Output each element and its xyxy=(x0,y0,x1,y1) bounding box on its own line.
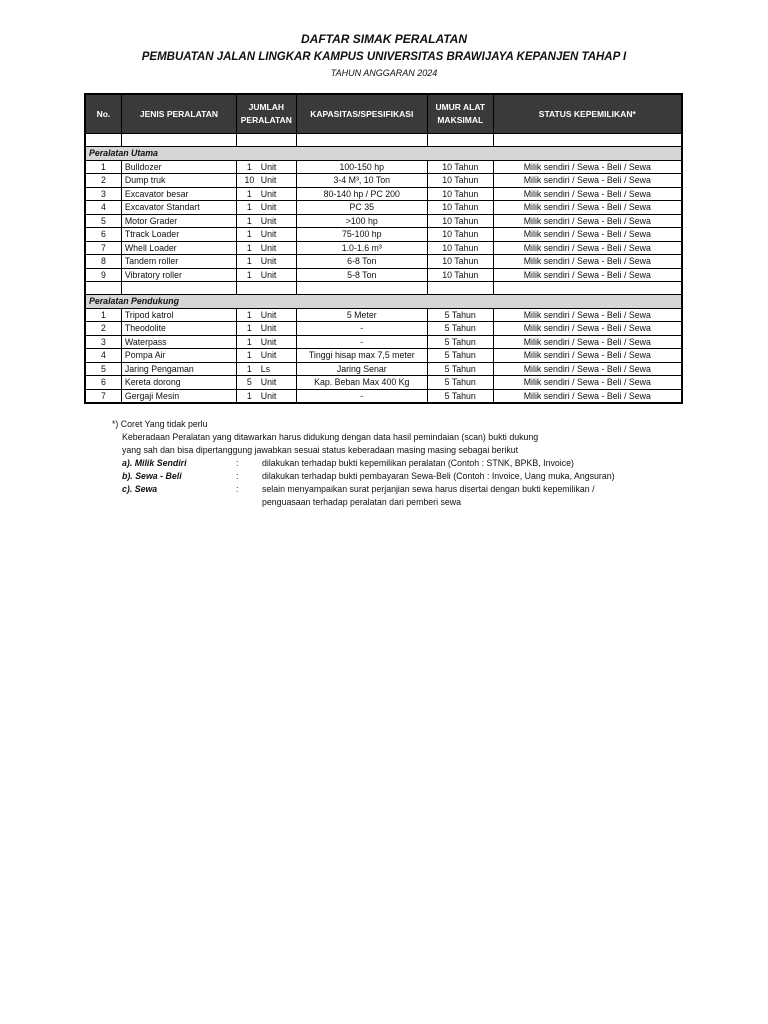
table-row xyxy=(85,174,682,188)
document-subtitle: PEMBUATAN JALAN LINGKAR KAMPUS UNIVERSITAS BRAWIJAYA KEPANJEN TAHAP I xyxy=(141,51,627,63)
equipment-max-age: 10 Tahun xyxy=(427,255,493,269)
equipment-name: Theodolite xyxy=(121,322,236,336)
quantity-unit: Unit xyxy=(259,241,296,255)
equipment-quantity: 1 xyxy=(237,268,259,282)
equipment-name: Pompa Air xyxy=(121,349,236,363)
quantity-unit: Unit xyxy=(259,228,296,242)
equipment-max-age: 5 Tahun xyxy=(427,376,493,390)
row-number: 4 xyxy=(85,201,121,215)
equipment-quantity: 1 xyxy=(237,349,259,363)
equipment-table xyxy=(84,93,683,404)
equipment-spec: 5-8 Ton xyxy=(296,268,427,282)
note-item-label: a). Milik Sendiri xyxy=(122,458,187,468)
quantity-unit: Unit xyxy=(259,187,296,201)
equipment-spec: - xyxy=(296,322,427,336)
row-number: 8 xyxy=(85,255,121,269)
ownership-status: Milik sendiri / Sewa - Beli / Sewa xyxy=(493,376,682,390)
quantity-unit: Ls xyxy=(259,362,296,376)
equipment-max-age: 5 Tahun xyxy=(427,389,493,403)
equipment-max-age: 5 Tahun xyxy=(427,335,493,349)
blank-cell xyxy=(493,134,682,147)
blank-cell xyxy=(237,282,297,295)
quantity-unit: Unit xyxy=(259,389,296,403)
equipment-name: Jaring Pengaman xyxy=(121,362,236,376)
section-title: Peralatan Utama xyxy=(85,147,682,161)
row-number: 1 xyxy=(85,160,121,174)
equipment-spec: Jaring Senar xyxy=(296,362,427,376)
table-body xyxy=(85,134,682,404)
ownership-status: Milik sendiri / Sewa - Beli / Sewa xyxy=(493,349,682,363)
equipment-max-age: 10 Tahun xyxy=(427,268,493,282)
equipment-name: Kereta dorong xyxy=(121,376,236,390)
equipment-spec: 6-8 Ton xyxy=(296,255,427,269)
blank-cell xyxy=(237,134,297,147)
equipment-name: Gergaji Mesin xyxy=(121,389,236,403)
equipment-name: Waterpass xyxy=(121,335,236,349)
table-row xyxy=(85,255,682,269)
equipment-spec: 100-150 hp xyxy=(296,160,427,174)
equipment-name: Dump truk xyxy=(121,174,236,188)
equipment-max-age: 10 Tahun xyxy=(427,228,493,242)
quantity-unit: Unit xyxy=(259,349,296,363)
blank-cell xyxy=(85,282,121,295)
note-item-c-continued xyxy=(112,496,615,509)
note-item-text: penguasaan terhadap peralatan dari pemberi sewa xyxy=(262,497,462,507)
row-number: 7 xyxy=(85,389,121,403)
section-row xyxy=(85,295,682,309)
equipment-spec: Tinggi hisap max 7,5 meter xyxy=(296,349,427,363)
blank-cell xyxy=(296,282,427,295)
quantity-unit: Unit xyxy=(259,174,296,188)
ownership-status: Milik sendiri / Sewa - Beli / Sewa xyxy=(493,241,682,255)
note-colon: : xyxy=(236,471,239,481)
row-number: 6 xyxy=(85,376,121,390)
equipment-name: Ttrack Loader xyxy=(121,228,236,242)
equipment-quantity: 10 xyxy=(237,174,259,188)
equipment-max-age: 5 Tahun xyxy=(427,362,493,376)
ownership-status: Milik sendiri / Sewa - Beli / Sewa xyxy=(493,187,682,201)
row-number: 9 xyxy=(85,268,121,282)
ownership-status: Milik sendiri / Sewa - Beli / Sewa xyxy=(493,174,682,188)
note-star: *) Coret Yang tidak perlu xyxy=(112,419,208,429)
ownership-status: Milik sendiri / Sewa - Beli / Sewa xyxy=(493,335,682,349)
row-number: 3 xyxy=(85,335,121,349)
equipment-name: Bulldozer xyxy=(121,160,236,174)
equipment-spec: 75-100 hp xyxy=(296,228,427,242)
table-row xyxy=(85,362,682,376)
note-item-label: c). Sewa xyxy=(122,484,158,494)
equipment-name: Motor Grader xyxy=(121,214,236,228)
quantity-unit: Unit xyxy=(259,255,296,269)
equipment-name: Whell Loader xyxy=(121,241,236,255)
equipment-quantity: 1 xyxy=(237,241,259,255)
table-row xyxy=(85,335,682,349)
equipment-spec: PC 35 xyxy=(296,201,427,215)
equipment-spec: >100 hp xyxy=(296,214,427,228)
row-number: 3 xyxy=(85,187,121,201)
equipment-quantity: 1 xyxy=(237,389,259,403)
equipment-quantity: 1 xyxy=(237,255,259,269)
equipment-spec: - xyxy=(296,335,427,349)
ownership-status: Milik sendiri / Sewa - Beli / Sewa xyxy=(493,255,682,269)
equipment-name: Vibratory roller xyxy=(121,268,236,282)
table-header-row xyxy=(85,94,682,134)
note-item-text: selain menyampaikan surat perjanjian sewa harus disertai dengan bukti kepemilikan / xyxy=(262,484,595,494)
quantity-unit: Unit xyxy=(259,160,296,174)
table-row xyxy=(85,201,682,215)
equipment-quantity: 1 xyxy=(237,214,259,228)
note-item-text: dilakukan terhadap bukti kepemilikan peralatan (Contoh : STNK, BPKB, Invoice) xyxy=(262,458,574,468)
note-item-a xyxy=(112,457,615,470)
blank-cell xyxy=(121,134,236,147)
budget-year: TAHUN ANGGARAN 2024 xyxy=(330,68,438,78)
blank-row xyxy=(85,282,682,295)
quantity-unit: Unit xyxy=(259,322,296,336)
ownership-status: Milik sendiri / Sewa - Beli / Sewa xyxy=(493,214,682,228)
equipment-spec: 1.0-1.6 m³ xyxy=(296,241,427,255)
equipment-spec: - xyxy=(296,389,427,403)
equipment-quantity: 1 xyxy=(237,335,259,349)
table-row xyxy=(85,268,682,282)
equipment-quantity: 1 xyxy=(237,362,259,376)
note-item-text: dilakukan terhadap bukti pembayaran Sewa-Beli (Contoh : Invoice, Uang muka, Angsuran) xyxy=(262,471,615,481)
blank-row xyxy=(85,134,682,147)
header-status: STATUS KEPEMILIKAN* xyxy=(493,94,682,134)
table-row xyxy=(85,349,682,363)
ownership-status: Milik sendiri / Sewa - Beli / Sewa xyxy=(493,268,682,282)
document-title: DAFTAR SIMAK PERALATAN xyxy=(301,32,467,46)
blank-cell xyxy=(427,282,493,295)
row-number: 2 xyxy=(85,174,121,188)
equipment-max-age: 10 Tahun xyxy=(427,214,493,228)
quantity-unit: Unit xyxy=(259,308,296,322)
equipment-name: Excavator besar xyxy=(121,187,236,201)
equipment-name: Tandem roller xyxy=(121,255,236,269)
note-colon: : xyxy=(236,458,239,468)
equipment-max-age: 10 Tahun xyxy=(427,201,493,215)
blank-cell xyxy=(85,134,121,147)
table-row xyxy=(85,376,682,390)
notes-block xyxy=(112,418,615,509)
equipment-max-age: 5 Tahun xyxy=(427,308,493,322)
equipment-quantity: 1 xyxy=(237,228,259,242)
ownership-status: Milik sendiri / Sewa - Beli / Sewa xyxy=(493,160,682,174)
equipment-max-age: 5 Tahun xyxy=(427,322,493,336)
row-number: 1 xyxy=(85,308,121,322)
equipment-spec: Kap. Beban Max 400 Kg xyxy=(296,376,427,390)
note-item-c xyxy=(112,483,615,496)
row-number: 6 xyxy=(85,228,121,242)
quantity-unit: Unit xyxy=(259,214,296,228)
quantity-unit: Unit xyxy=(259,201,296,215)
header-jumlah: JUMLAH PERALATAN xyxy=(237,94,297,134)
equipment-max-age: 5 Tahun xyxy=(427,349,493,363)
row-number: 4 xyxy=(85,349,121,363)
equipment-quantity: 1 xyxy=(237,201,259,215)
table-row xyxy=(85,228,682,242)
note-item-b xyxy=(112,470,615,483)
equipment-max-age: 10 Tahun xyxy=(427,174,493,188)
blank-cell xyxy=(427,134,493,147)
equipment-spec: 3-4 M³, 10 Ton xyxy=(296,174,427,188)
equipment-name: Excavator Standart xyxy=(121,201,236,215)
table-row xyxy=(85,241,682,255)
row-number: 7 xyxy=(85,241,121,255)
equipment-quantity: 1 xyxy=(237,187,259,201)
ownership-status: Milik sendiri / Sewa - Beli / Sewa xyxy=(493,308,682,322)
ownership-status: Milik sendiri / Sewa - Beli / Sewa xyxy=(493,362,682,376)
equipment-spec: 80-140 hp / PC 200 xyxy=(296,187,427,201)
note-line-2: yang sah dan bisa dipertanggung jawabkan sesuai status keberadaan masing masing sebagai berikut xyxy=(122,445,519,455)
equipment-max-age: 10 Tahun xyxy=(427,187,493,201)
ownership-status: Milik sendiri / Sewa - Beli / Sewa xyxy=(493,322,682,336)
header-umur: UMUR ALAT MAKSIMAL xyxy=(427,94,493,134)
ownership-status: Milik sendiri / Sewa - Beli / Sewa xyxy=(493,389,682,403)
row-number: 2 xyxy=(85,322,121,336)
blank-cell xyxy=(296,134,427,147)
equipment-quantity: 1 xyxy=(237,308,259,322)
equipment-spec: 5 Meter xyxy=(296,308,427,322)
quantity-unit: Unit xyxy=(259,268,296,282)
row-number: 5 xyxy=(85,214,121,228)
equipment-name: Tripod katrol xyxy=(121,308,236,322)
blank-cell xyxy=(493,282,682,295)
header-no: No. xyxy=(85,94,121,134)
ownership-status: Milik sendiri / Sewa - Beli / Sewa xyxy=(493,201,682,215)
section-title: Peralatan Pendukung xyxy=(85,295,682,309)
table-row xyxy=(85,322,682,336)
equipment-max-age: 10 Tahun xyxy=(427,241,493,255)
row-number: 5 xyxy=(85,362,121,376)
equipment-max-age: 10 Tahun xyxy=(427,160,493,174)
table-row xyxy=(85,214,682,228)
equipment-quantity: 5 xyxy=(237,376,259,390)
blank-cell xyxy=(121,282,236,295)
equipment-quantity: 1 xyxy=(237,160,259,174)
table-row xyxy=(85,187,682,201)
note-line-1: Keberadaan Peralatan yang ditawarkan harus didukung dengan data hasil pemindaian (scan) bukti dukung xyxy=(122,432,539,442)
header-kapasitas: KAPASITAS/SPESIFIKASI xyxy=(296,94,427,134)
note-colon: : xyxy=(236,484,239,494)
table-row xyxy=(85,160,682,174)
equipment-quantity: 1 xyxy=(237,322,259,336)
header-jenis: JENIS PERALATAN xyxy=(121,94,236,134)
ownership-status: Milik sendiri / Sewa - Beli / Sewa xyxy=(493,228,682,242)
table-row xyxy=(85,389,682,403)
quantity-unit: Unit xyxy=(259,376,296,390)
note-item-label: b). Sewa - Beli xyxy=(122,471,182,481)
section-row xyxy=(85,147,682,161)
quantity-unit: Unit xyxy=(259,335,296,349)
table-row xyxy=(85,308,682,322)
